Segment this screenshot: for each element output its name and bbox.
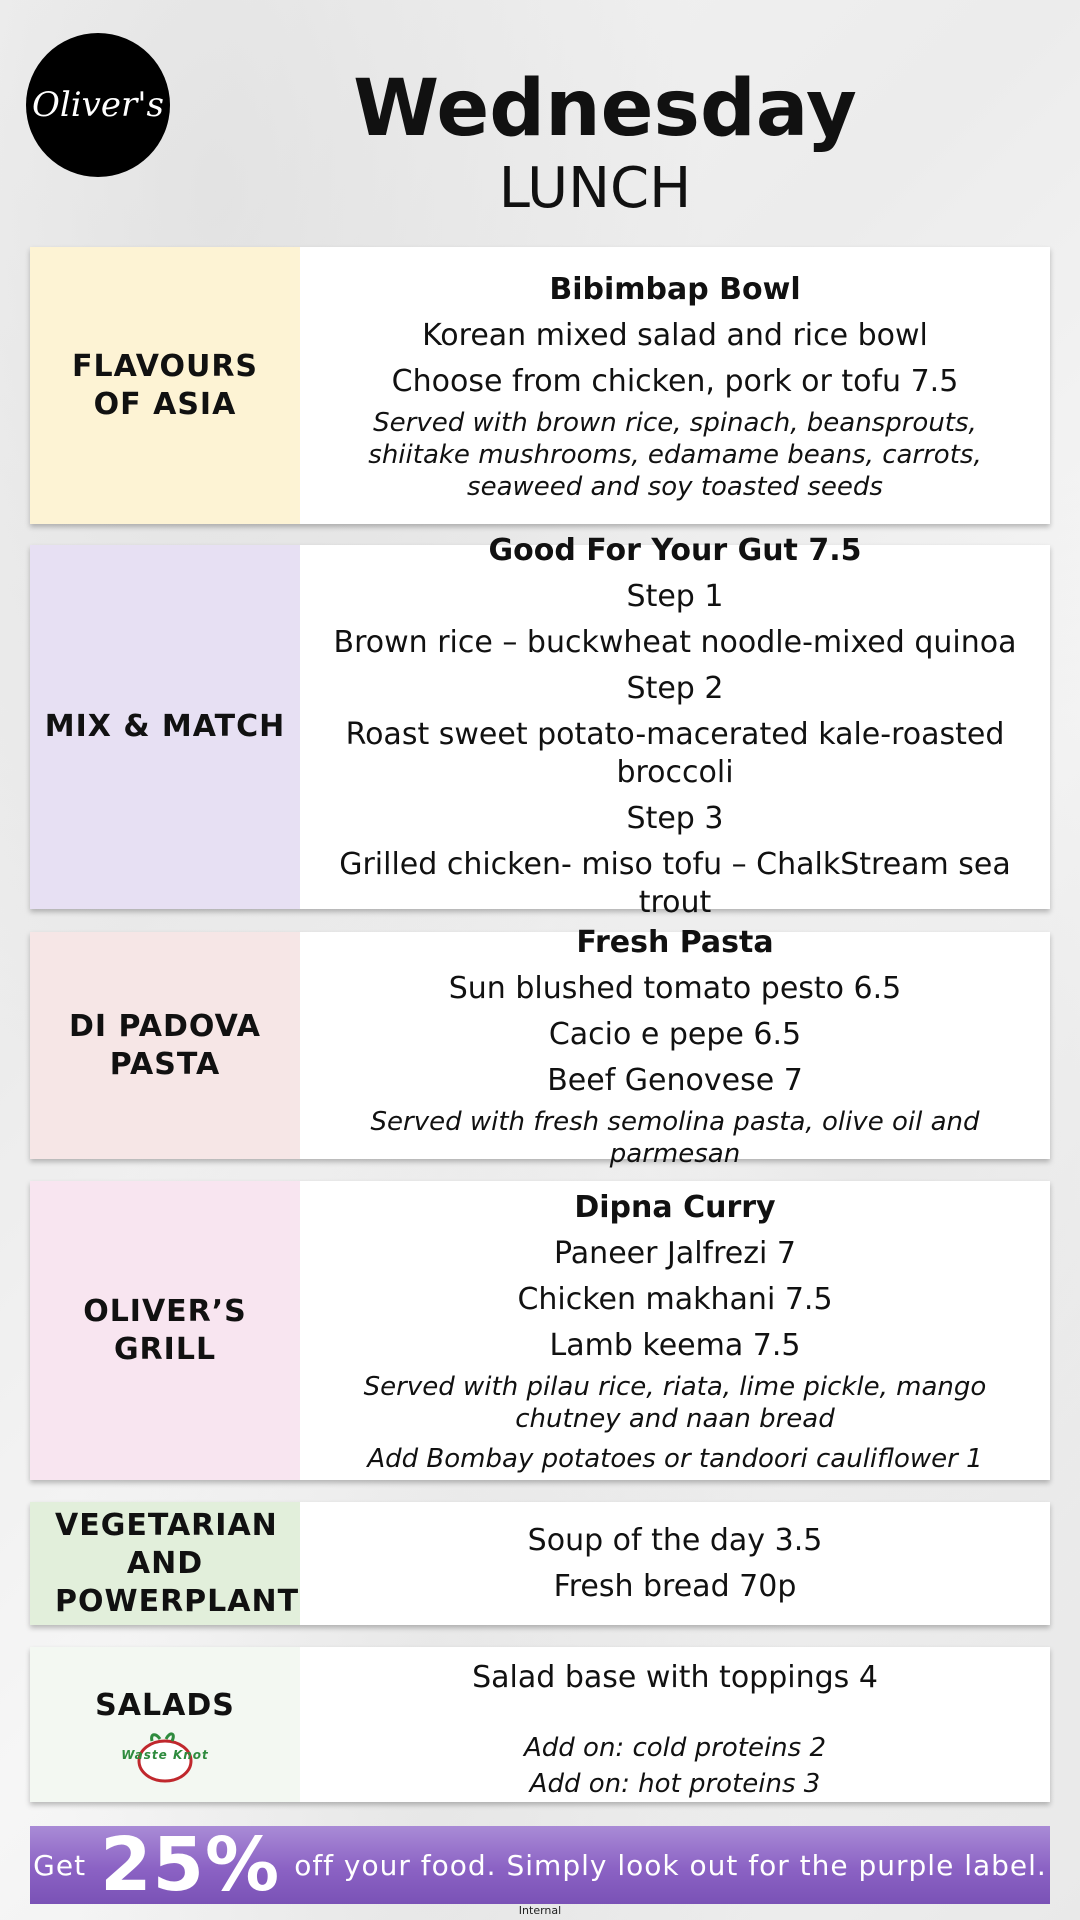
menu-line: Cacio e pepe 6.5 [548, 1016, 802, 1052]
menu-section-salads [30, 1647, 1050, 1802]
category-text: SALADS [95, 1687, 235, 1723]
menu-items [300, 924, 1050, 1169]
menu-section-olivers-grill [30, 1181, 1050, 1480]
svg-text:Waste Knot: Waste Knot [121, 1747, 209, 1762]
menu-note: Served with brown rice, spinach, beansprouts, shiitake mushrooms, edamame beans, carrots, seaweed and soy toasted seeds [368, 407, 982, 502]
category-text: OLIVER’S GRILL [83, 1293, 247, 1367]
discount-banner [30, 1822, 1050, 1908]
menu-line: Step 2 [626, 671, 724, 706]
item-heading: Good For Your Gut 7.5 [488, 533, 862, 568]
item-heading: Fresh Pasta [576, 924, 774, 960]
menu-section-flavours-of-asia [30, 247, 1050, 524]
menu-line: Step 3 [626, 801, 724, 836]
item-heading: Dipna Curry [574, 1189, 776, 1225]
menu-note: Add on: hot proteins 3 [529, 1769, 821, 1799]
category-label [30, 932, 300, 1159]
menu-note: Add Bombay potatoes or tandoori cauliflower 1 [367, 1443, 983, 1474]
menu-section-vegetarian-and-powerplant [30, 1502, 1050, 1625]
category-label [30, 1647, 300, 1802]
menu-items [300, 1181, 1050, 1480]
menu-items [300, 533, 1050, 920]
menu-line: Lamb keema 7.5 [549, 1327, 801, 1363]
category-label [30, 1181, 300, 1480]
banner-discount: 25% [100, 1822, 281, 1908]
category-text: MIX & MATCH [44, 709, 286, 744]
menu-line: Korean mixed salad and rice bowl [422, 317, 928, 353]
category-text: DI PADOVA PASTA [69, 1008, 261, 1082]
menu-line: Paneer Jalfrezi 7 [554, 1235, 796, 1271]
menu-line: Grilled chicken- miso tofu – ChalkStream sea trout [339, 847, 1011, 920]
page-subtitle: LUNCH [498, 156, 692, 221]
menu-line: Brown rice – buckwheat noodle-mixed quinoa [333, 625, 1017, 660]
menu-section-di-padova-pasta [30, 924, 1050, 1169]
item-heading: Bibimbap Bowl [549, 271, 801, 307]
waste-knot-icon [121, 1731, 209, 1783]
category-label [30, 1502, 300, 1625]
logo-text: Oliver's [32, 85, 164, 125]
footer-label: Internal [518, 1904, 562, 1917]
category-text: VEGETARIAN AND POWERPLANT [55, 1507, 300, 1619]
menu-note: Served with pilau rice, riata, lime pickle, mango chutney and naan bread [363, 1371, 987, 1434]
menu-line: Step 1 [626, 579, 724, 614]
menu-note: Add on: cold proteins 2 [523, 1733, 826, 1763]
menu-line: Soup of the day 3.5 [527, 1522, 823, 1558]
banner-post: off your food. Simply look out for the purple label. [294, 1848, 1047, 1882]
category-label [30, 247, 300, 524]
waste-knot-logo [121, 1731, 209, 1783]
page-title: Wednesday [353, 64, 857, 154]
menu-line: Beef Genovese 7 [547, 1062, 803, 1098]
menu-items [300, 1502, 1050, 1625]
menu-line: Chicken makhani 7.5 [517, 1281, 833, 1317]
menu-line: Sun blushed tomato pesto 6.5 [448, 970, 902, 1006]
menu-line: Fresh bread 70p [553, 1568, 797, 1604]
menu-note: Served with fresh semolina pasta, olive oil and parmesan [370, 1106, 980, 1169]
menu-items [300, 1647, 1050, 1802]
menu-section-mix-and-match [30, 533, 1050, 920]
menu-line: Roast sweet potato-macerated kale-roasted broccoli [345, 717, 1005, 790]
menu-items [300, 247, 1050, 524]
menu-line: Choose from chicken, pork or tofu 7.5 [391, 363, 959, 399]
category-text: FLAVOURS OF ASIA [71, 348, 259, 422]
banner-pre: Get [33, 1848, 87, 1882]
menu-line: Salad base with toppings 4 [472, 1660, 878, 1695]
category-label [30, 545, 300, 909]
